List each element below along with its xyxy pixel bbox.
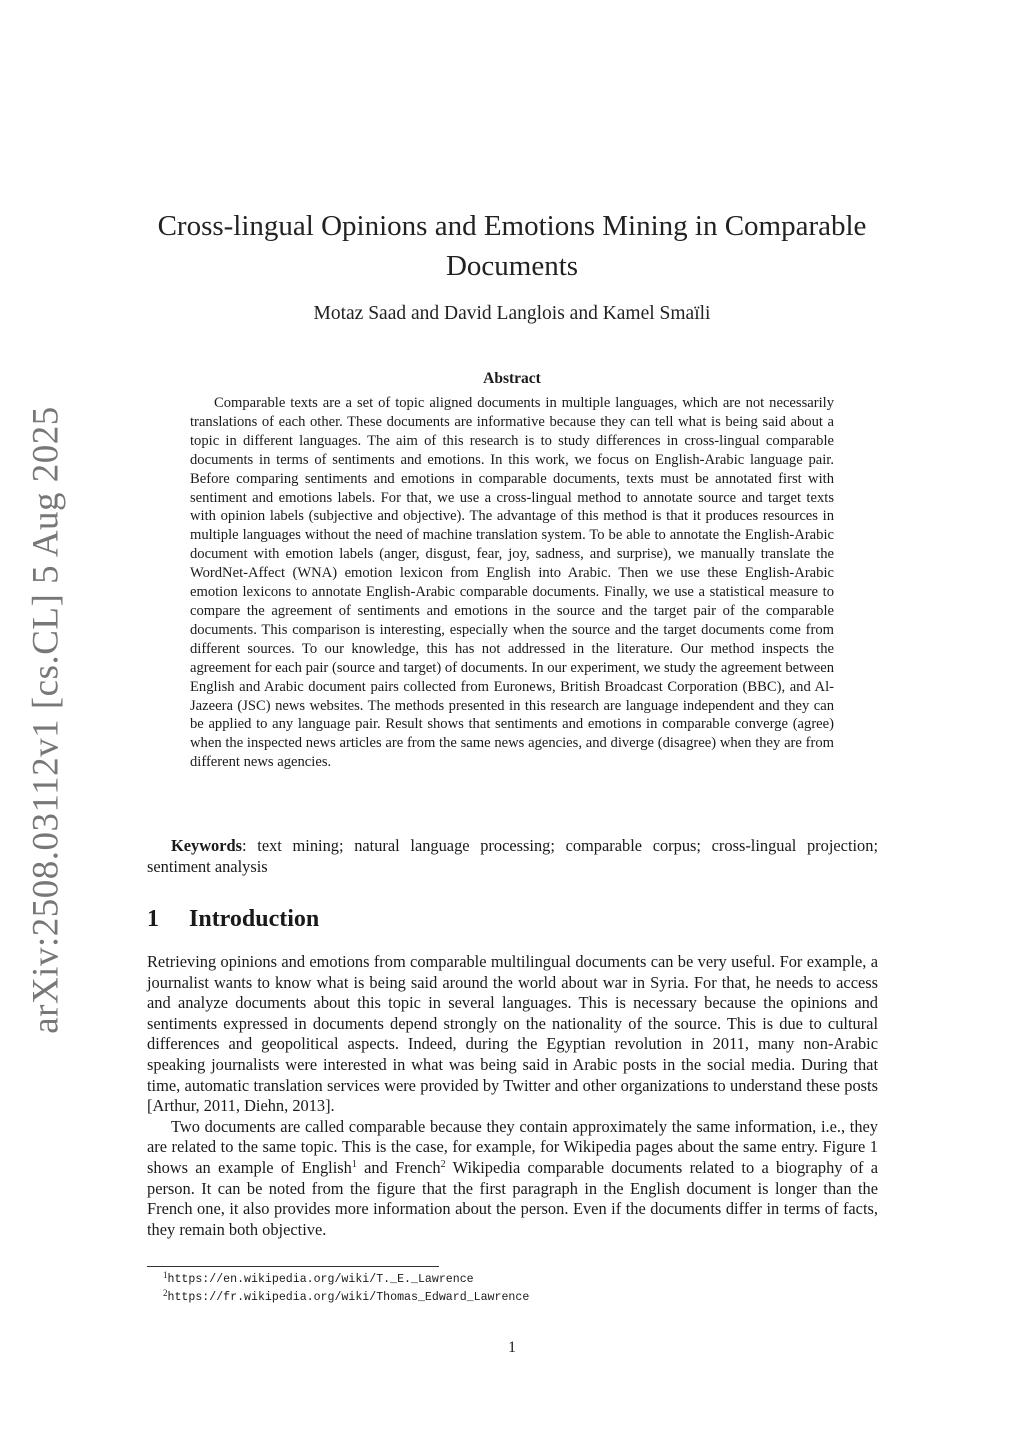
section-title: Introduction: [189, 906, 320, 932]
paper-title: Cross-lingual Opinions and Emotions Mining in Comparable Documents: [157, 210, 867, 282]
footnote-mark: 1: [163, 1270, 168, 1280]
introduction-body: [147, 952, 878, 1240]
footnote-mark: 2: [163, 1288, 168, 1298]
paragraph-2-text-a: Two documents are called comparable because they contain approximately the same information, i.e., they are related to the same topic. This is the case, for example, for Wikipedia pages about the same entry. Figure 1 shows an example of English: [147, 1116, 878, 1177]
paper-authors: Motaz Saad and David Langlois and Kamel Smaïli: [313, 303, 711, 324]
page-number: 1: [508, 1339, 516, 1356]
keywords: [147, 836, 878, 877]
paragraph-2-text-b: and French: [356, 1157, 441, 1177]
footnotes: [163, 1271, 529, 1307]
section-heading-introduction: [147, 906, 319, 933]
paragraph-2-text-c: Wikipedia comparable documents related to a biography of a person. It can be noted from the figure that the first paragraph in the English document is longer than the French one, it also provides more information about the person. Even if the documents differ in terms of facts, they remain both objective.: [147, 1157, 878, 1239]
footnote-url-link[interactable]: https://fr.wikipedia.org/wiki/Thomas_Edward_Lawrence: [167, 1291, 530, 1304]
footnote-2: [163, 1289, 529, 1307]
arxiv-identifier[interactable]: arXiv:2508.03112v1 [cs.CL] 5 Aug 2025: [25, 406, 67, 1034]
abstract-heading: Abstract: [483, 370, 541, 387]
section-number: 1: [147, 906, 159, 932]
footnote-1: [163, 1271, 529, 1289]
footnote-ref-2[interactable]: 2: [440, 1158, 446, 1170]
intro-paragraph-2: [147, 1117, 878, 1241]
keywords-text: : text mining; natural language processing; comparable corpus; cross-lingual projection; sentiment analysis: [147, 836, 878, 876]
abstract-text: Comparable texts are a set of topic aligned documents in multiple languages, which are not necessarily translations of each other. These documents are informative because they can tell what is being said about a topic in different languages. The aim of this research is to study differences in cross-lingual comparable documents in terms of sentiments and emotions. In this work, we focus on English-Arabic language pair. Before comparing sentiments and emotions in comparable documents, texts must be annotated first with sentiment and emotions labels. For that, we use a cross-lingual method to annotate source and target texts with opinion labels (subjective and objective). The advantage of this method is that it produces resources in multiple languages without the need of machine translation system. To be able to annotate the English-Arabic document with emotion labels (anger, disgust, fear, joy, sadness, and surprise), we manually translate the WordNet-Affect (WNA) emotion lexicon from English into Arabic. Then we use these English-Arabic emotion lexicons to annotate English-Arabic comparable documents. Finally, we use a statistical measure to compare the agreement of sentiments and emotions in the source and the target pair of the comparable documents. This comparison is interesting, especially when the source and the target documents come from different sources. To our knowledge, this has not addressed in the literature. Our method inspects the agreement for each pair (source and target) of documents. In our experiment, we study the agreement between English and Arabic document pairs collected from Euronews, British Broadcast Corporation (BBC), and Al-Jazeera (JSC) news websites. The methods presented in this research are language independent and they can be applied to any language pair. Result shows that sentiments and emotions in comparable converge (agree) when the inspected news articles are from the same news agencies, and diverge (disagree) when they are from different news agencies.: [190, 395, 834, 771]
footnote-url-link[interactable]: https://en.wikipedia.org/wiki/T._E._Lawrence: [167, 1273, 474, 1286]
keywords-label: Keywords: [171, 836, 243, 855]
footnote-ref-1[interactable]: 1: [351, 1158, 357, 1170]
footnote-divider: [147, 1266, 439, 1267]
intro-paragraph-1: Retrieving opinions and emotions from comparable multilingual documents can be very useful. For example, a journalist wants to know what is being said around the world about war in Syria. For that, he needs to access and analyze documents about this topic in several languages. This is necessary because the opinions and sentiments expressed in documents depend strongly on the nationality of the source. This is due to cultural differences and geopolitical aspects. Indeed, during the Egyptian revolution in 2011, many non-Arabic speaking journalists were interested in what was being said in Arabic posts in the social media. During that time, automatic translation services were provided by Twitter and other organizations to understand these posts [Arthur, 2011, Diehn, 2013].: [147, 952, 878, 1116]
